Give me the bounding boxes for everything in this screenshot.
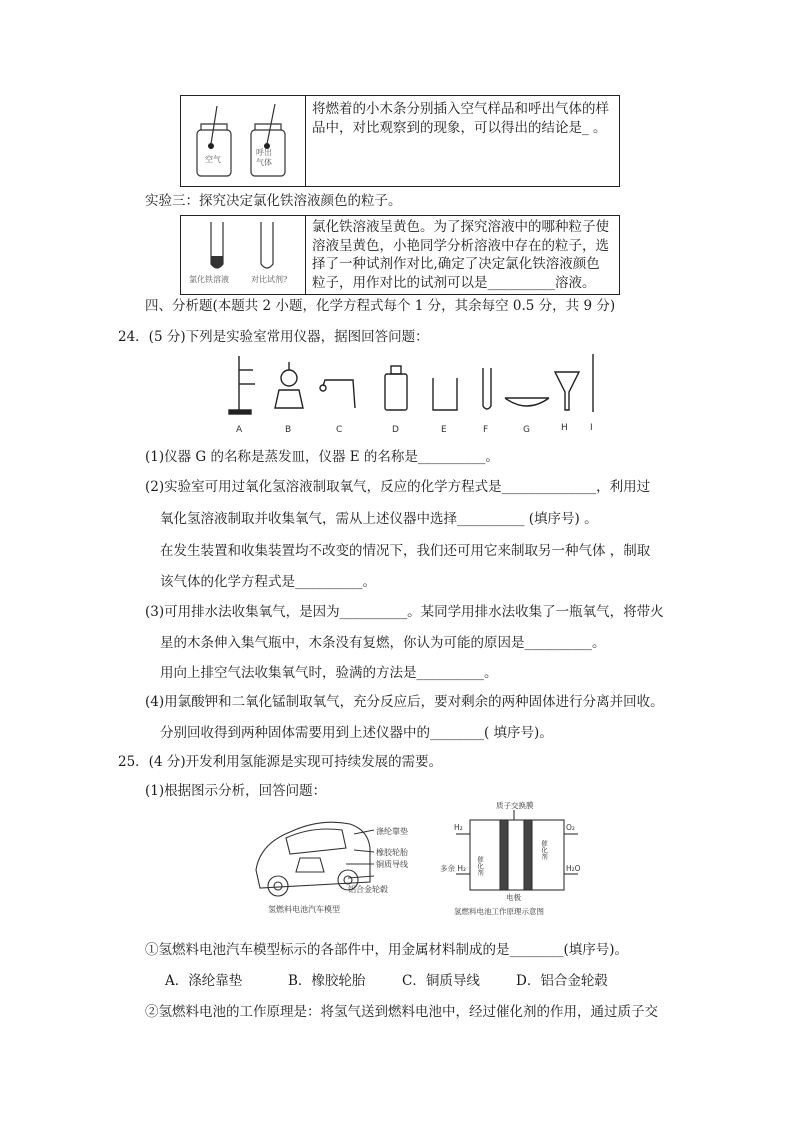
- instrument-label-e: E: [441, 425, 447, 435]
- car-label-hub: 铝合金轮毂: [348, 885, 388, 894]
- hydrogen-car-figure: [250, 808, 430, 918]
- instrument-label-f: F: [483, 425, 489, 435]
- instrument-label-a: A: [236, 425, 243, 435]
- jar-label-air: 空气: [205, 155, 221, 164]
- experiment-3-text: 氯化铁溶液呈黄色。为了探究溶液中的哪种粒子使溶液呈黄色，小艳同学分析溶液中存在的粒子，选择了一种试剂作对比,确定了决定氯化铁溶液颜色粒子，用作对比的试剂可以是__________溶液。: [312, 219, 609, 291]
- section-4-heading: 四、分析题(本题共 2 小题，化学方程式每个 1 分，其余每空 0.5 分，共 9 分): [145, 298, 616, 314]
- tube-label-fecl3: 氯化铁溶液: [189, 275, 229, 284]
- lab-instruments-figure: [225, 350, 610, 436]
- q25-option-b: B．橡胶轮胎: [288, 973, 366, 989]
- cell-right-catalyst: 催化剂: [540, 840, 548, 860]
- cell-left-catalyst: 催化剂: [476, 856, 484, 876]
- q24-part-1: (1)仪器 G 的名称是蒸发皿，仪器 E 的名称是__________。: [145, 449, 499, 465]
- q25-option-c: C．铜质导线: [402, 973, 480, 989]
- q24-part-3a: (3)可用排水法收集氧气，是因为__________。某同学用排水法收集了一瓶氧气，将带火: [145, 604, 664, 620]
- car-caption: 氢燃料电池汽车模型: [268, 905, 340, 914]
- instrument-label-b: B: [285, 425, 292, 435]
- experiment-table-1: [180, 95, 620, 187]
- tube-label-compare: 对比试剂?: [251, 275, 288, 284]
- instrument-label-i: I: [590, 423, 593, 433]
- q24-part-4b: 分别回收得到两种固体需要用到上述仪器中的________( 填序号)。: [160, 725, 553, 741]
- q24-title: 24．(5 分)下列是实验室常用仪器，据图回答问题：: [118, 329, 429, 345]
- q24-part-2a: (2)实验室可用过氧化氢溶液制取氧气，反应的化学方程式是______________，利用过: [145, 479, 651, 495]
- experiment-1-text: 将燃着的小木条分别插入空气样品和呼出气体的样品中，对比观察到的现象，可以得出的结论是_ 。: [312, 101, 609, 136]
- fuel-cell-figure: [440, 800, 590, 918]
- gas-jars-figure: [187, 100, 297, 182]
- cell-caption: 氢燃料电池工作原理示意图: [454, 907, 544, 916]
- car-label-tire: 橡胶轮胎: [376, 848, 408, 857]
- test-tubes-figure: [191, 218, 291, 276]
- q25-part-1: (1)根据图示分析，回答问题：: [145, 783, 327, 799]
- q24-part-2b: 氧化氢溶液制取并收集氧气，需从上述仪器中选择__________ (填序号) 。: [160, 511, 598, 527]
- cell-electrode: 电极: [506, 893, 521, 902]
- instrument-label-c: C: [336, 425, 343, 435]
- q25-sub-2: ②氢燃料电池的工作原理是：将氢气送到燃料电池中，经过催化剂的作用，通过质子交: [145, 1004, 658, 1020]
- jar-label-breath: 呼出 气体: [256, 148, 272, 167]
- experiment-table-2: [180, 215, 620, 295]
- instrument-label-g: G: [523, 425, 530, 435]
- cell-right-out: H₂O: [566, 864, 581, 873]
- q25-option-d: D．铝合金轮毂: [516, 973, 608, 989]
- q25-title: 25．(4 分)开发利用氢能源是实现可持续发展的需要。: [118, 754, 443, 770]
- car-label-seat: 涤纶靠垫: [376, 827, 408, 836]
- instrument-label-h: H: [561, 423, 568, 433]
- q24-part-3b: 星的木条伸入集气瓶中，木条没有复燃，你认为可能的原因是__________。: [160, 635, 606, 651]
- q24-part-4a: (4)用氯酸钾和二氧化锰制取氧气，充分反应后，要对剩余的两种固体进行分离并回收。: [145, 694, 664, 710]
- q24-part-2c: 在发生装置和收集装置均不改变的情况下，我们还可用它来制取另一种气体 ，制取: [160, 543, 651, 559]
- cell-left-in: H₂: [454, 823, 463, 832]
- cell-left-out: 多余 H₂: [440, 864, 467, 873]
- instrument-label-d: D: [392, 425, 399, 435]
- q25-option-a: A．涤纶靠垫: [165, 973, 243, 989]
- car-label-wire: 铜质导线: [376, 860, 408, 869]
- experiment-3-title: 实验三：探究决定氯化铁溶液颜色的粒子。: [145, 193, 402, 209]
- cell-top-label: 质子交换膜: [496, 801, 534, 810]
- q25-sub-1: ①氢燃料电池汽车模型标示的各部件中，用金属材料制成的是________(填序号)。: [145, 942, 629, 958]
- q24-part-2d: 该气体的化学方程式是__________。: [160, 574, 376, 590]
- q24-part-3c: 用向上排空气法收集氧气时，验满的方法是__________。: [160, 665, 498, 681]
- cell-right-in: O₂: [566, 823, 575, 832]
